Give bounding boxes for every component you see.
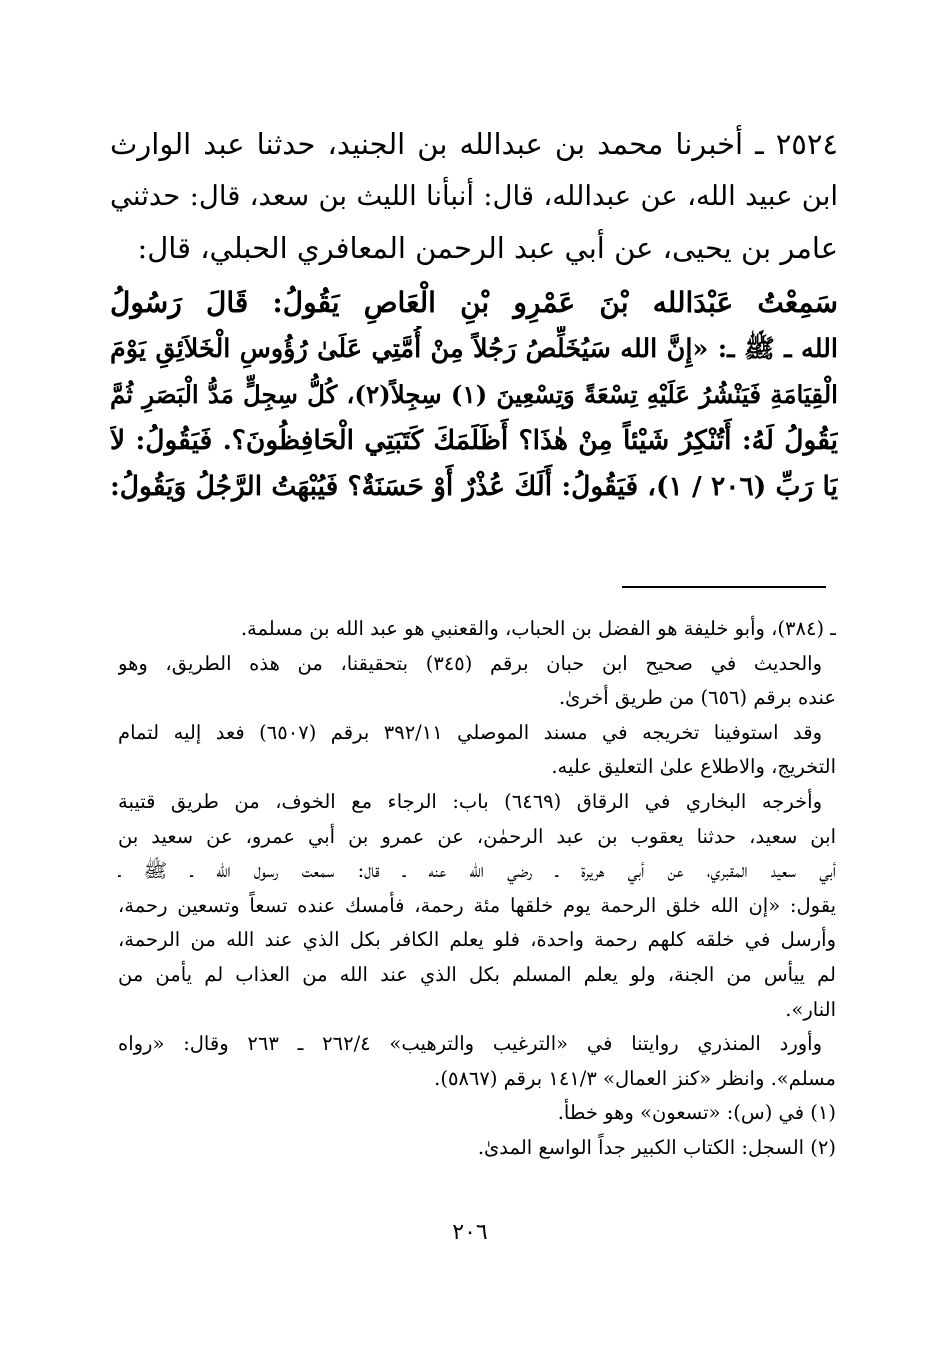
isnad-line: ٢٥٢٤ ـ أخبرنا محمد بن عبدالله بن الجنيد، حدثنا عبد الوارث <box>110 127 838 161</box>
note-line: عنده برقم (٦٥٦) من طريق أخرىٰ. <box>558 686 836 710</box>
footnote-separator <box>622 586 826 588</box>
hadith-matn <box>110 280 838 510</box>
hadith-line: الله ـ ﷺ ـ: «إِنَّ الله سَيُخَلِّصُ رَجُلاً مِنْ أُمَّتِي عَلَىٰ رُؤُوسِ الْخَلاَئِقِ يَوْمَ <box>110 334 838 364</box>
page-number: ٢٠٦ <box>452 1220 488 1245</box>
note-line: ابن سعيد، حدثنا يعقوب بن عبد الرحمٰن، عن عمرو بن أبي عمرو، عن سعيد بن <box>118 824 836 848</box>
note-line: أبي سعيد المقبري، عن أبي هريرة ـ رضي الله عنه ـ قال: سمعت رسول الله ـ ﷺ ـ <box>118 859 836 883</box>
note-line: والحديث في صحيح ابن حبان برقم (٣٤٥) بتحقيقنا، من هذه الطريق، وهو <box>118 651 822 675</box>
hadith-line: سَمِعْتُ عَبْدَالله بْنَ عَمْرِو بْنِ الْعَاصِ يَقُولُ: قَالَ رَسُولُ <box>110 286 838 319</box>
note-line: يقول: «إن الله خلق الرحمة يوم خلقها مئة رحمة، فأمسك عنده تسعاً وتسعين رحمة، <box>118 893 836 917</box>
footnote-2: (٢) السجل: الكتاب الكبير جداً الواسع المدىٰ. <box>477 1135 836 1159</box>
note-line: وقد استوفينا تخريجه في مسند الموصلي ٣٩٢/١١ برقم (٦٥٠٧) فعد إليه لتمام <box>118 720 822 744</box>
footnote-1: (١) في (س): «تسعون» وهو خطأ. <box>557 1101 836 1125</box>
main-text <box>110 118 838 510</box>
note-line: وأورد المنذري روايتنا في «الترغيب والترهيب» ٢٦٢/٤ ـ ٢٦٣ وقال: «رواه <box>118 1032 822 1056</box>
footnotes <box>118 612 836 1166</box>
isnad-line: ابن عبيد الله، عن عبدالله، قال: أنبأنا الليث بن سعد، قال: حدثني <box>110 180 838 212</box>
note-line: لم ييأس من الجنة، ولو يعلم المسلم بكل الذي عند الله من العذاب لم يأمن من <box>118 962 836 986</box>
note-line: مسلم». وانظر «كنز العمال» ١٤١/٣ برقم (٥٨٦٧). <box>434 1066 836 1090</box>
hadith-line: يَا رَبِّ (٢٠٦ / ١)، فَيَقُولُ: أَلَكَ عُذْرٌ أَوْ حَسَنَةٌ؟ فَيُبْهَتُ الرَّجُلُ وَيَقُولُ: <box>110 471 838 502</box>
note-line: وأخرجه البخاري في الرقاق (٦٤٦٩) باب: الرجاء مع الخوف، من طريق قتيبة <box>118 789 822 813</box>
note-line: التخريج، والاطلاع علىٰ التعليق عليه. <box>551 755 836 779</box>
note-line: ـ (٣٨٤)، وأبو خليفة هو الفضل بن الحباب، والقعنبي هو عبد الله بن مسلمة. <box>240 617 836 640</box>
hadith-line: الْقِيَامَةِ فَيَنْشُرُ عَلَيْهِ تِسْعَةً وَتِسْعِينَ (١) سِجِلاً(٢)، كُلُّ سِجِلٍّ مَدُّ الْبَصَرِ ثُمَّ <box>110 380 838 409</box>
isnad-line: عامر بن يحيى، عن أبي عبد الرحمن المعافري الحبلي، قال: <box>137 231 838 265</box>
isnad-paragraph <box>110 118 838 274</box>
hadith-line: يَقُولُ لَهُ: أَتُنْكِرُ شَيْئاً مِنْ هٰذَا؟ أَظَلَمَكَ كَتَبَتِي الْحَافِظُونَ؟. فَيَقُولُ: لاَ <box>110 425 838 456</box>
note-line: وأرسل في خلقه كلهم رحمة واحدة، فلو يعلم الكافر بكل الذي عند الله من الرحمة، <box>118 928 836 952</box>
note-line: النار». <box>785 997 836 1021</box>
